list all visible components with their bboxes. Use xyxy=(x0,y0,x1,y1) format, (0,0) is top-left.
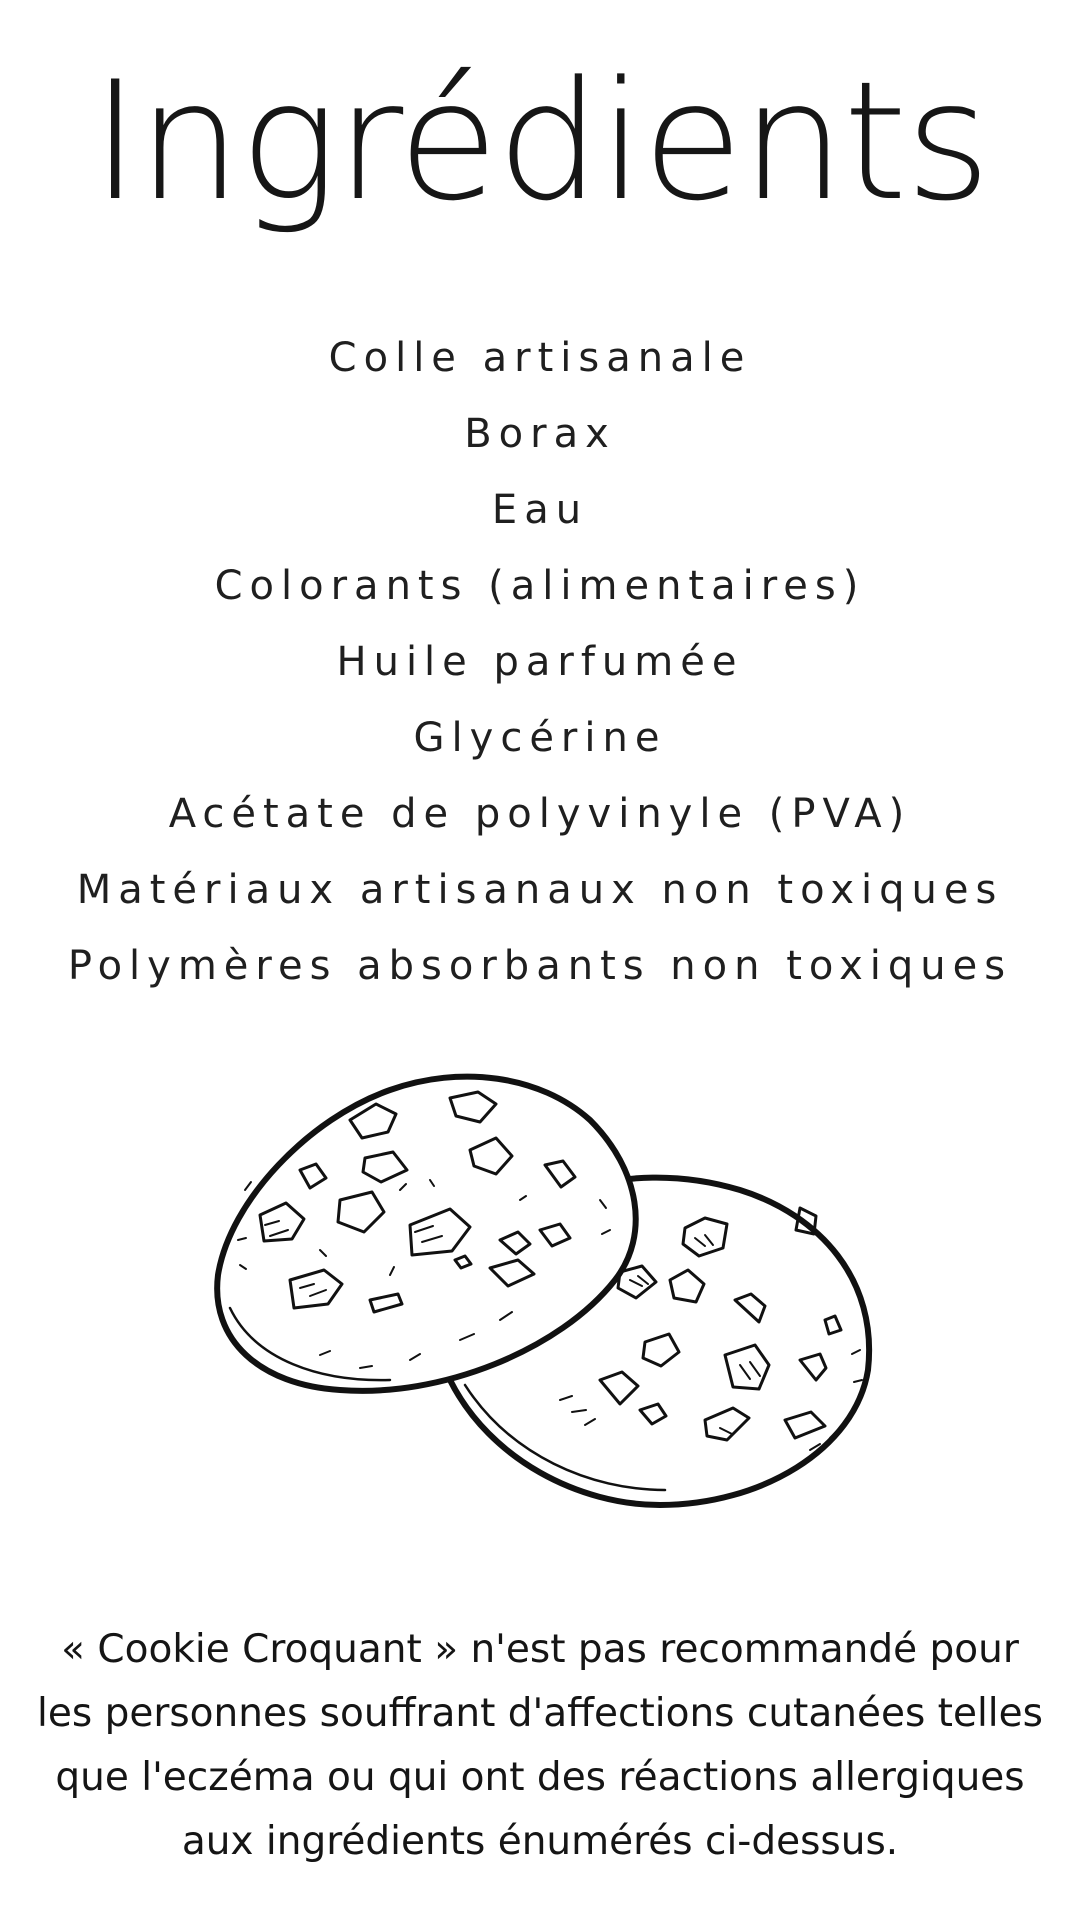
ingredient-item: Borax xyxy=(464,411,616,457)
ingredient-item: Eau xyxy=(491,487,589,533)
ingredient-item: Colorants (alimentaires) xyxy=(214,563,866,609)
ingredient-item: Colle artisanale xyxy=(328,335,752,381)
ingredient-item: Acétate de polyvinyle (PVA) xyxy=(168,791,912,837)
allergy-notice: « Cookie Croquant » n'est pas recommandé pour les personnes souffrant d'affections cutanées telles que l'eczéma ou qui ont des réactions allergiques aux ingrédients énumérés ci-dessus. xyxy=(37,1627,1043,1864)
cookies-illustration xyxy=(200,1050,880,1520)
page-title: Ingrédients xyxy=(91,46,989,237)
ingredient-item: Glycérine xyxy=(413,715,667,761)
ingredient-item: Matériaux artisanaux non toxiques xyxy=(76,867,1004,913)
front-cookie xyxy=(217,1077,636,1391)
ingredient-item: Huile parfumée xyxy=(336,639,744,685)
ingredient-item: Polymères absorbants non toxiques xyxy=(67,943,1013,989)
ingredients-list xyxy=(0,320,1080,1004)
